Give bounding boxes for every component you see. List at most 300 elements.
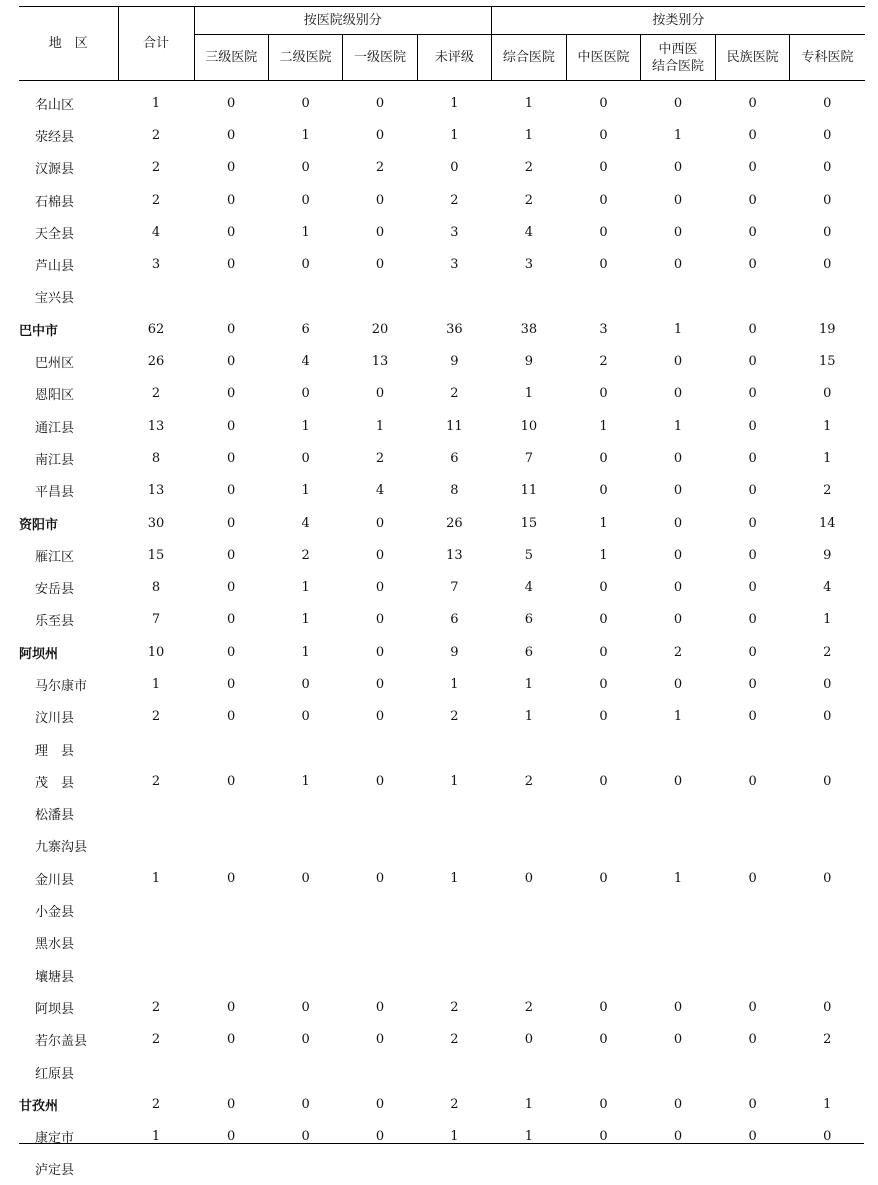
- cell-unrated: 8: [417, 475, 491, 507]
- cell-specialty: [790, 733, 865, 765]
- cell-level-1: 0: [343, 248, 417, 280]
- cell-unrated: 1: [417, 668, 491, 700]
- cell-ethnic: [715, 798, 790, 830]
- cell-level-1: [343, 798, 417, 830]
- header-level-3: 三级医院: [194, 35, 268, 81]
- cell-unrated: [417, 1056, 491, 1088]
- cell-level-1: 0: [343, 571, 417, 603]
- cell-total: 2: [118, 1024, 194, 1056]
- cell-ethnic: [715, 733, 790, 765]
- cell-specialty: [790, 959, 865, 991]
- cell-level-1: 0: [343, 539, 417, 571]
- cell-integrated: [641, 894, 716, 926]
- city-row: [19, 313, 865, 345]
- cell-level-2: 0: [268, 442, 342, 474]
- table-body: [19, 81, 865, 1185]
- cell-total: 2: [118, 152, 194, 184]
- header-general: 综合医院: [492, 35, 567, 81]
- cell-unrated: [417, 927, 491, 959]
- hospital-statistics-table: [19, 6, 865, 1185]
- cell-total: [118, 798, 194, 830]
- cell-level-3: 0: [194, 184, 268, 216]
- cell-general: 2: [492, 152, 567, 184]
- cell-total: [118, 959, 194, 991]
- cell-level-1: 0: [343, 378, 417, 410]
- cell-level-2: 0: [268, 701, 342, 733]
- cell-tcm: [566, 1056, 641, 1088]
- cell-level-1: [343, 927, 417, 959]
- cell-level-3: 0: [194, 1088, 268, 1120]
- cell-general: 38: [492, 313, 567, 345]
- cell-level-3: 0: [194, 701, 268, 733]
- cell-total: 2: [118, 378, 194, 410]
- cell-level-1: 0: [343, 991, 417, 1023]
- cell-specialty: [790, 798, 865, 830]
- cell-ethnic: 0: [715, 636, 790, 668]
- cell-level-2: [268, 830, 342, 862]
- cell-specialty: 0: [790, 991, 865, 1023]
- cell-integrated: 1: [641, 313, 716, 345]
- cell-total: 2: [118, 1088, 194, 1120]
- cell-level-2: [268, 927, 342, 959]
- cell-specialty: 0: [790, 119, 865, 151]
- cell-total: 1: [118, 668, 194, 700]
- cell-specialty: [790, 1153, 865, 1185]
- header-by-level: 按医院级别分: [194, 7, 492, 35]
- cell-level-1: 0: [343, 636, 417, 668]
- cell-tcm: 0: [566, 216, 641, 248]
- cell-specialty: 2: [790, 1024, 865, 1056]
- cell-tcm: [566, 927, 641, 959]
- cell-level-2: 0: [268, 1024, 342, 1056]
- cell-general: 2: [492, 184, 567, 216]
- cell-unrated: 26: [417, 507, 491, 539]
- region-name: 茂 县: [19, 765, 118, 797]
- cell-level-3: [194, 281, 268, 313]
- cell-total: 26: [118, 345, 194, 377]
- cell-level-3: 0: [194, 248, 268, 280]
- cell-total: 2: [118, 991, 194, 1023]
- cell-specialty: 1: [790, 604, 865, 636]
- cell-ethnic: 0: [715, 862, 790, 894]
- cell-total: 1: [118, 1121, 194, 1153]
- cell-level-2: 1: [268, 410, 342, 442]
- cell-unrated: 0: [417, 152, 491, 184]
- cell-unrated: 9: [417, 345, 491, 377]
- table-row: [19, 991, 865, 1023]
- cell-integrated: 0: [641, 668, 716, 700]
- region-name: 南江县: [19, 442, 118, 474]
- cell-ethnic: 0: [715, 507, 790, 539]
- cell-ethnic: [715, 927, 790, 959]
- cell-level-2: 1: [268, 604, 342, 636]
- cell-level-3: 0: [194, 410, 268, 442]
- cell-specialty: [790, 1056, 865, 1088]
- cell-level-1: 0: [343, 765, 417, 797]
- table-row: [19, 539, 865, 571]
- cell-level-1: 0: [343, 184, 417, 216]
- cell-level-2: 0: [268, 81, 342, 120]
- cell-total: [118, 894, 194, 926]
- table-row: [19, 604, 865, 636]
- cell-level-1: 0: [343, 507, 417, 539]
- cell-level-2: 0: [268, 668, 342, 700]
- cell-tcm: 1: [566, 410, 641, 442]
- cell-general: 15: [492, 507, 567, 539]
- cell-tcm: [566, 733, 641, 765]
- cell-tcm: 0: [566, 991, 641, 1023]
- cell-general: 5: [492, 539, 567, 571]
- cell-tcm: 0: [566, 81, 641, 120]
- cell-level-2: 0: [268, 378, 342, 410]
- cell-specialty: 19: [790, 313, 865, 345]
- region-name: 巴州区: [19, 345, 118, 377]
- cell-general: 1: [492, 1121, 567, 1153]
- cell-specialty: 0: [790, 248, 865, 280]
- cell-level-3: 0: [194, 119, 268, 151]
- cell-level-1: 1: [343, 410, 417, 442]
- region-name: 荥经县: [19, 119, 118, 151]
- cell-ethnic: 0: [715, 378, 790, 410]
- region-name: 松潘县: [19, 798, 118, 830]
- cell-level-2: 0: [268, 152, 342, 184]
- region-name: 乐至县: [19, 604, 118, 636]
- cell-level-3: [194, 830, 268, 862]
- cell-level-3: 0: [194, 571, 268, 603]
- cell-level-2: 0: [268, 1121, 342, 1153]
- cell-total: [118, 830, 194, 862]
- cell-ethnic: 0: [715, 1024, 790, 1056]
- region-name: 阿坝州: [19, 636, 118, 668]
- region-name: 若尔盖县: [19, 1024, 118, 1056]
- cell-integrated: 0: [641, 216, 716, 248]
- cell-unrated: 2: [417, 1088, 491, 1120]
- region-name: 芦山县: [19, 248, 118, 280]
- cell-total: [118, 1056, 194, 1088]
- cell-specialty: 0: [790, 152, 865, 184]
- cell-integrated: 0: [641, 184, 716, 216]
- cell-unrated: 1: [417, 1121, 491, 1153]
- cell-integrated: 0: [641, 378, 716, 410]
- cell-unrated: [417, 1153, 491, 1185]
- cell-level-3: [194, 798, 268, 830]
- cell-integrated: 1: [641, 701, 716, 733]
- cell-level-1: 0: [343, 119, 417, 151]
- cell-general: 6: [492, 636, 567, 668]
- region-name: 马尔康市: [19, 668, 118, 700]
- cell-ethnic: [715, 1153, 790, 1185]
- region-name: 泸定县: [19, 1153, 118, 1185]
- cell-integrated: 0: [641, 507, 716, 539]
- cell-level-2: 4: [268, 507, 342, 539]
- cell-general: 2: [492, 991, 567, 1023]
- cell-general: 3: [492, 248, 567, 280]
- cell-level-3: 0: [194, 604, 268, 636]
- cell-level-1: 0: [343, 862, 417, 894]
- cell-level-2: [268, 894, 342, 926]
- city-row: [19, 636, 865, 668]
- region-name: 理 县: [19, 733, 118, 765]
- cell-level-1: [343, 894, 417, 926]
- cell-total: 1: [118, 862, 194, 894]
- cell-ethnic: 0: [715, 539, 790, 571]
- cell-tcm: 0: [566, 1121, 641, 1153]
- cell-unrated: 13: [417, 539, 491, 571]
- cell-integrated: 0: [641, 442, 716, 474]
- cell-tcm: 0: [566, 378, 641, 410]
- table-row: [19, 862, 865, 894]
- cell-specialty: [790, 830, 865, 862]
- region-name: 康定市: [19, 1121, 118, 1153]
- cell-tcm: 0: [566, 475, 641, 507]
- cell-ethnic: 0: [715, 571, 790, 603]
- cell-ethnic: [715, 1056, 790, 1088]
- cell-integrated: [641, 1153, 716, 1185]
- cell-ethnic: 0: [715, 152, 790, 184]
- cell-integrated: [641, 1056, 716, 1088]
- cell-ethnic: 0: [715, 991, 790, 1023]
- cell-level-2: 0: [268, 248, 342, 280]
- cell-specialty: 1: [790, 1088, 865, 1120]
- cell-level-3: 0: [194, 1121, 268, 1153]
- cell-ethnic: 0: [715, 410, 790, 442]
- region-name: 天全县: [19, 216, 118, 248]
- header-specialty: 专科医院: [790, 35, 865, 81]
- cell-specialty: [790, 927, 865, 959]
- cell-level-3: 0: [194, 152, 268, 184]
- cell-total: 8: [118, 442, 194, 474]
- cell-total: [118, 927, 194, 959]
- cell-total: 2: [118, 119, 194, 151]
- cell-unrated: 11: [417, 410, 491, 442]
- cell-general: [492, 927, 567, 959]
- header-level-1: 一级医院: [343, 35, 417, 81]
- cell-level-2: 0: [268, 991, 342, 1023]
- cell-level-3: 0: [194, 539, 268, 571]
- table-row: [19, 475, 865, 507]
- cell-unrated: [417, 281, 491, 313]
- cell-level-3: 0: [194, 765, 268, 797]
- cell-level-2: [268, 959, 342, 991]
- table-row: [19, 345, 865, 377]
- cell-specialty: [790, 894, 865, 926]
- cell-general: 1: [492, 119, 567, 151]
- cell-integrated: [641, 733, 716, 765]
- cell-specialty: 2: [790, 475, 865, 507]
- cell-level-1: [343, 959, 417, 991]
- cell-integrated: [641, 927, 716, 959]
- cell-total: 30: [118, 507, 194, 539]
- table-row: [19, 378, 865, 410]
- cell-general: 4: [492, 571, 567, 603]
- region-name: 通江县: [19, 410, 118, 442]
- region-name: 名山区: [19, 81, 118, 120]
- cell-ethnic: 0: [715, 442, 790, 474]
- header-region: 地 区: [19, 7, 118, 81]
- cell-ethnic: 0: [715, 345, 790, 377]
- cell-ethnic: 0: [715, 1121, 790, 1153]
- cell-tcm: [566, 1153, 641, 1185]
- cell-level-2: [268, 281, 342, 313]
- cell-specialty: 1: [790, 442, 865, 474]
- header-level-2: 二级医院: [268, 35, 342, 81]
- table-row: [19, 410, 865, 442]
- cell-unrated: 1: [417, 119, 491, 151]
- table-bottom-rule: [19, 1143, 864, 1144]
- cell-specialty: 2: [790, 636, 865, 668]
- cell-unrated: [417, 959, 491, 991]
- cell-integrated: 0: [641, 345, 716, 377]
- cell-specialty: 15: [790, 345, 865, 377]
- cell-unrated: 1: [417, 765, 491, 797]
- cell-tcm: 0: [566, 701, 641, 733]
- cell-tcm: 0: [566, 442, 641, 474]
- cell-specialty: 0: [790, 378, 865, 410]
- cell-level-3: [194, 1056, 268, 1088]
- cell-general: 1: [492, 81, 567, 120]
- cell-tcm: 0: [566, 668, 641, 700]
- cell-tcm: 2: [566, 345, 641, 377]
- cell-integrated: 0: [641, 571, 716, 603]
- cell-total: 2: [118, 184, 194, 216]
- cell-tcm: 0: [566, 184, 641, 216]
- cell-level-2: 1: [268, 119, 342, 151]
- cell-general: [492, 959, 567, 991]
- cell-level-3: 0: [194, 475, 268, 507]
- table-row: [19, 927, 865, 959]
- cell-level-2: 1: [268, 571, 342, 603]
- cell-level-2: 6: [268, 313, 342, 345]
- cell-level-2: 1: [268, 636, 342, 668]
- cell-tcm: 0: [566, 248, 641, 280]
- cell-specialty: 9: [790, 539, 865, 571]
- cell-unrated: 6: [417, 442, 491, 474]
- cell-general: [492, 281, 567, 313]
- cell-level-2: 0: [268, 862, 342, 894]
- table-row: [19, 798, 865, 830]
- header-unrated: 未评级: [417, 35, 491, 81]
- header-tcm: 中医医院: [566, 35, 641, 81]
- cell-level-3: 0: [194, 1024, 268, 1056]
- cell-level-2: 1: [268, 765, 342, 797]
- cell-ethnic: 0: [715, 475, 790, 507]
- cell-level-2: [268, 798, 342, 830]
- region-name: 小金县: [19, 894, 118, 926]
- cell-level-2: [268, 1056, 342, 1088]
- table-header: [19, 7, 865, 81]
- cell-level-3: 0: [194, 862, 268, 894]
- cell-tcm: 1: [566, 507, 641, 539]
- region-name: 平昌县: [19, 475, 118, 507]
- cell-general: [492, 1056, 567, 1088]
- cell-general: 1: [492, 378, 567, 410]
- cell-specialty: 0: [790, 701, 865, 733]
- cell-tcm: 0: [566, 119, 641, 151]
- region-name: 资阳市: [19, 507, 118, 539]
- cell-integrated: 2: [641, 636, 716, 668]
- cell-specialty: 0: [790, 765, 865, 797]
- table-row: [19, 281, 865, 313]
- table-row: [19, 152, 865, 184]
- cell-level-1: 0: [343, 216, 417, 248]
- city-row: [19, 1088, 865, 1120]
- cell-general: 0: [492, 862, 567, 894]
- cell-integrated: [641, 798, 716, 830]
- cell-unrated: 36: [417, 313, 491, 345]
- cell-tcm: 3: [566, 313, 641, 345]
- cell-general: [492, 894, 567, 926]
- cell-general: 1: [492, 668, 567, 700]
- region-name: 宝兴县: [19, 281, 118, 313]
- cell-ethnic: [715, 959, 790, 991]
- cell-unrated: [417, 894, 491, 926]
- cell-total: 4: [118, 216, 194, 248]
- table-row: [19, 248, 865, 280]
- cell-total: [118, 733, 194, 765]
- cell-tcm: [566, 830, 641, 862]
- cell-unrated: 1: [417, 81, 491, 120]
- cell-level-1: 13: [343, 345, 417, 377]
- table-row: [19, 894, 865, 926]
- cell-level-3: [194, 733, 268, 765]
- cell-level-1: 0: [343, 668, 417, 700]
- cell-unrated: [417, 798, 491, 830]
- cell-ethnic: [715, 281, 790, 313]
- cell-total: 13: [118, 475, 194, 507]
- cell-level-1: 0: [343, 604, 417, 636]
- region-name: 汉源县: [19, 152, 118, 184]
- cell-total: [118, 281, 194, 313]
- cell-unrated: [417, 733, 491, 765]
- cell-unrated: 2: [417, 991, 491, 1023]
- cell-ethnic: [715, 830, 790, 862]
- cell-tcm: 1: [566, 539, 641, 571]
- region-name: 恩阳区: [19, 378, 118, 410]
- region-name: 黑水县: [19, 927, 118, 959]
- cell-integrated: [641, 959, 716, 991]
- cell-integrated: [641, 281, 716, 313]
- cell-tcm: 0: [566, 862, 641, 894]
- cell-unrated: 3: [417, 216, 491, 248]
- region-name: 金川县: [19, 862, 118, 894]
- cell-unrated: 2: [417, 701, 491, 733]
- region-name: 巴中市: [19, 313, 118, 345]
- cell-level-1: 0: [343, 1088, 417, 1120]
- region-name: 安岳县: [19, 571, 118, 603]
- cell-unrated: 9: [417, 636, 491, 668]
- cell-level-3: 0: [194, 81, 268, 120]
- cell-level-1: [343, 733, 417, 765]
- cell-ethnic: 0: [715, 668, 790, 700]
- cell-general: [492, 830, 567, 862]
- cell-unrated: 2: [417, 1024, 491, 1056]
- cell-level-3: 0: [194, 345, 268, 377]
- cell-general: 9: [492, 345, 567, 377]
- cell-ethnic: 0: [715, 701, 790, 733]
- table-row: [19, 81, 865, 120]
- table-row: [19, 1121, 865, 1153]
- cell-level-3: 0: [194, 313, 268, 345]
- cell-tcm: 0: [566, 152, 641, 184]
- cell-specialty: 14: [790, 507, 865, 539]
- cell-integrated: 0: [641, 765, 716, 797]
- cell-total: 7: [118, 604, 194, 636]
- table-row: [19, 668, 865, 700]
- table-row: [19, 184, 865, 216]
- cell-unrated: [417, 830, 491, 862]
- cell-level-3: [194, 1153, 268, 1185]
- header-ethnic: 民族医院: [715, 35, 790, 81]
